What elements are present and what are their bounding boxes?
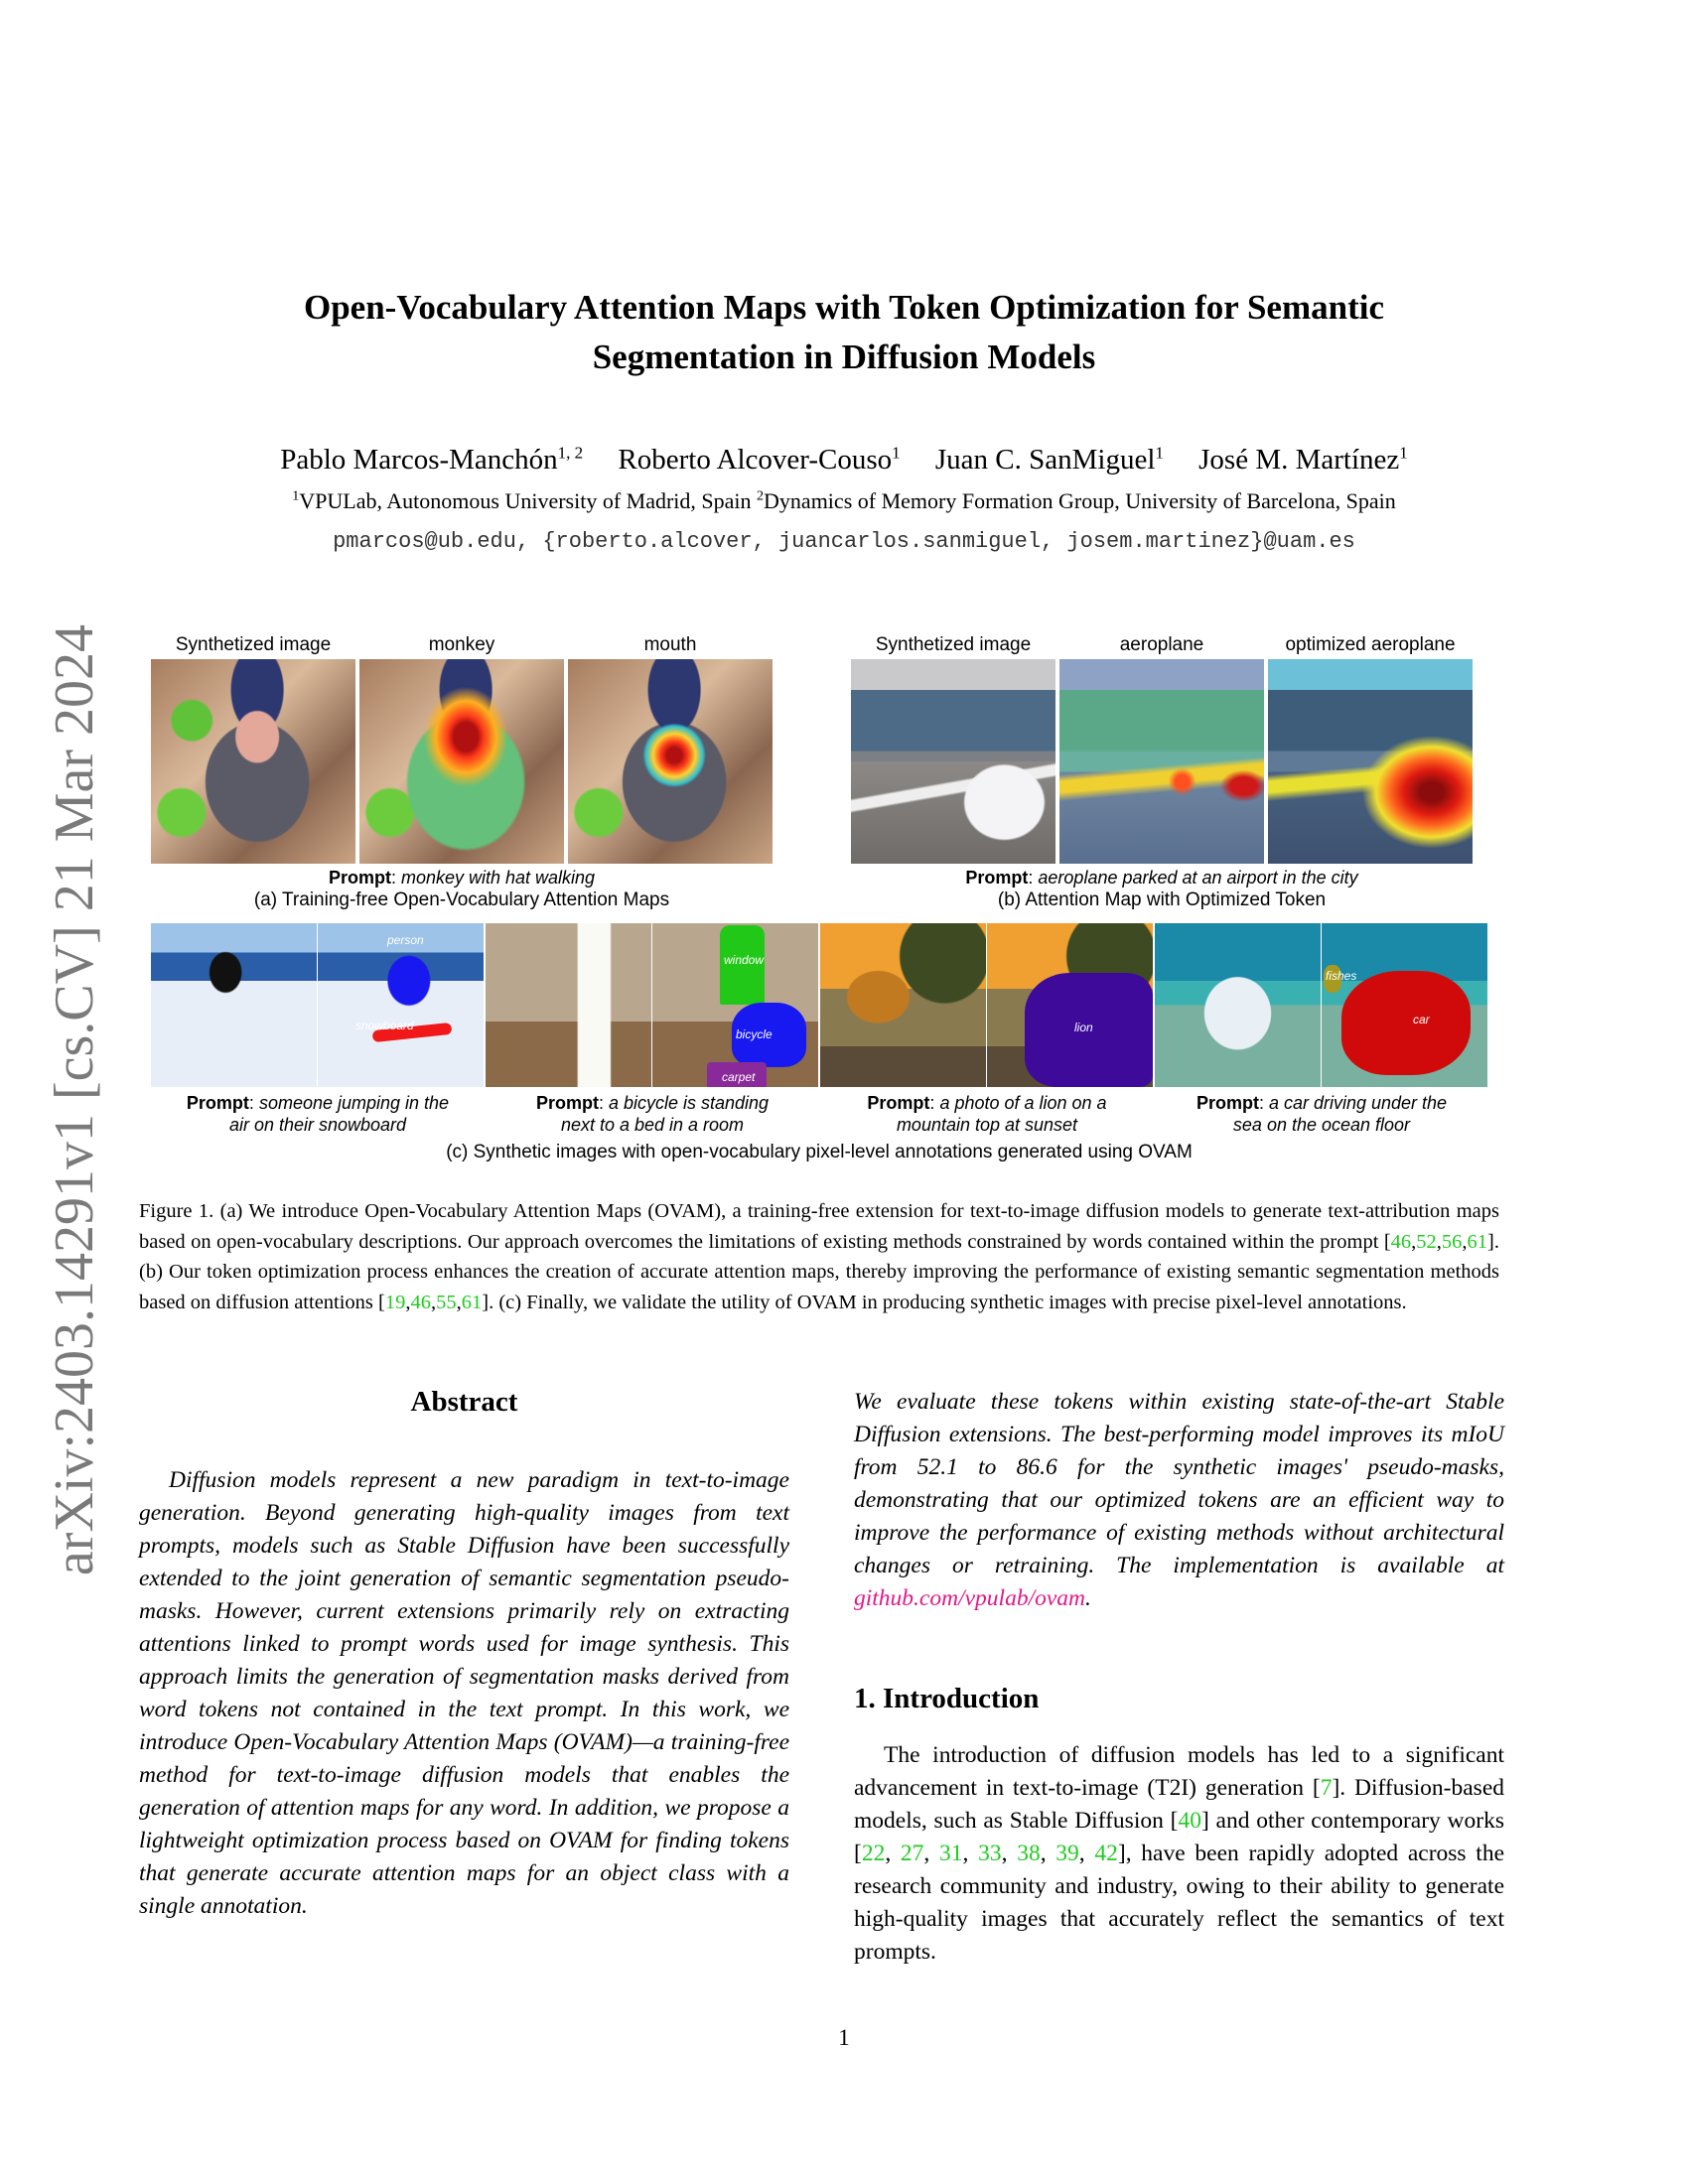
mask-label-snowboard: snowboard <box>355 1019 414 1032</box>
lion-synthetized-image <box>820 923 986 1087</box>
author: Pablo Marcos-Manchón$^{1, 2}$ <box>280 443 584 476</box>
panel-a-prompt: Prompt: monkey with hat walking <box>328 868 596 887</box>
mask-label-car: car <box>1413 1013 1430 1026</box>
page-number: 1 <box>838 2025 850 2050</box>
mask-label-bicycle: bicycle <box>736 1027 773 1041</box>
underwater-car-mask-image <box>1322 923 1487 1087</box>
introduction-heading: 1. Introduction <box>854 1683 1040 1714</box>
citation-link[interactable]: 61 <box>1467 1230 1488 1253</box>
citation-link[interactable]: 19 <box>384 1291 406 1313</box>
author: Juan C. SanMiguel$^1$ <box>934 443 1164 476</box>
panel-a-header-1: Synthetized image <box>175 634 332 655</box>
mouth-attention-map <box>568 659 773 864</box>
optimized-aeroplane-attention-map <box>1268 659 1473 864</box>
panel-c-prompt-2: Prompt: a bicycle is standing next to a bed in a room <box>535 1093 770 1135</box>
snowboard-mask-image <box>318 923 484 1087</box>
panel-a-header-3: mouth <box>643 634 697 655</box>
panel-c-caption: (c) Synthetic images with open-vocabulary pixel-level annotations generated using OVAM <box>446 1142 1193 1162</box>
introduction-text: The introduction of diffusion models has led to a significant advancement in text-to-image (T2I) generation [7]. Diffusion-based models, such as Stable Diffusion [40] and other contemporary works [22, 27, 31, 33, 38, 39, 42], have been rapidly adopted across the research community and industry, owing to their ability to generate high-quality images that accurately reflect the semantics of text prompts. <box>854 1742 1505 1965</box>
figure-caption: Figure 1. (a) We introduce Open-Vocabulary Attention Maps (OVAM), a training-free extension for text-to-image diffusion models to generate text-attribution maps based on open-vocabulary descriptions. Our approach overcomes the limitations of existing methods constrained by words contained within the prompt [46,52,56,61]. (b) Our token optimization process enhances the creation of accurate attention maps, thereby improving the performance of existing semantic segmentation methods based on diffusion attentions [19,46,55,61]. (c) Finally, we validate the utility of OVAM in producing synthetic images with precise pixel-level annotations. <box>139 1200 1499 1313</box>
author-list <box>99 443 1589 477</box>
bedroom-synthetized-image <box>486 923 651 1087</box>
citation-link[interactable]: 22 <box>861 1841 886 1866</box>
arxiv-stamp: arXiv:2403.14291v1 [cs.CV] 21 Mar 2024 <box>44 623 105 1576</box>
abstract-text-left: Diffusion models represent a new paradigm in text-to-image generation. Beyond generating high-quality images from text prompts, models such as Stable Diffusion have been successfully extended to the joint generation of semantic segmentation pseudo-masks. However, current extensions primarily rely on extracting attentions linked to prompt words used for image synthesis. This approach limits the generation of segmentation masks derived from word tokens not contained in the text prompt. In this work, we introduce Open-Vocabulary Attention Maps (OVAM)—a training-free method for text-to-image diffusion models that enables the generation of attention maps for any word. In addition, we propose a lightweight optimization process based on OVAM for finding tokens that generate accurate attention maps for an object class with a single annotation. <box>139 1467 789 1919</box>
mask-label-person: person <box>387 933 424 947</box>
aeroplane-attention-map <box>1059 659 1264 864</box>
citation-link[interactable]: 39 <box>1055 1841 1079 1866</box>
monkey-attention-map <box>359 659 564 864</box>
citation-link[interactable]: 52 <box>1416 1230 1437 1253</box>
citation-link[interactable]: 46 <box>1390 1230 1412 1253</box>
panel-c-prompt-3: Prompt: a photo of a lion on a mountain top at sunset <box>867 1093 1107 1135</box>
lion-mask-image <box>987 923 1153 1087</box>
citation-link[interactable]: 56 <box>1441 1230 1463 1253</box>
citation-link[interactable]: 33 <box>978 1841 1002 1866</box>
citation-link[interactable]: 27 <box>900 1841 924 1866</box>
panel-c-prompt-1: Prompt: someone jumping in the air on their snowboard <box>186 1093 450 1135</box>
citation-link[interactable]: 38 <box>1017 1841 1041 1866</box>
panel-b-caption: (b) Attention Map with Optimized Token <box>997 889 1327 910</box>
citation-link[interactable]: 40 <box>1178 1808 1201 1834</box>
github-link[interactable]: github.com/vpulab/ovam <box>854 1585 1086 1611</box>
paper-title <box>149 283 1539 382</box>
panel-a-caption: (a) Training-free Open-Vocabulary Attention Maps <box>253 889 670 910</box>
airport-synthetized-image <box>851 659 1055 864</box>
title-line-2: Segmentation in Diffusion Models <box>592 338 1096 376</box>
panel-b-header-2: aeroplane <box>1119 634 1204 655</box>
citation-link[interactable]: 7 <box>1320 1775 1333 1801</box>
citation-link[interactable]: 61 <box>461 1291 483 1313</box>
abstract-heading: Abstract <box>410 1386 518 1418</box>
citation-link[interactable]: 31 <box>939 1841 963 1866</box>
bedroom-mask-image <box>652 923 818 1087</box>
affiliations: $^1$VPULab, Autonomous University of Madrid, Spain $^2$Dynamics of Memory Formation Group, University of Barcelona, Spain <box>292 488 1396 513</box>
mask-label-carpet: carpet <box>722 1070 756 1084</box>
citation-link[interactable]: 46 <box>410 1291 431 1313</box>
panel-b-prompt: Prompt: aeroplane parked at an airport in the city <box>965 868 1358 887</box>
author: Roberto Alcover-Couso$^1$ <box>618 443 901 476</box>
citation-link[interactable]: 55 <box>436 1291 457 1313</box>
citation-link[interactable]: 42 <box>1094 1841 1118 1866</box>
monkey-synthetized-image <box>151 659 355 864</box>
mask-label-fishes: fishes <box>1326 969 1357 983</box>
panel-b-header-3: optimized aeroplane <box>1285 634 1456 655</box>
mask-label-window: window <box>724 953 765 967</box>
author-emails: pmarcos@ub.edu, {roberto.alcover, juancarlos.sanmiguel, josem.martinez}@uam.es <box>333 529 1355 554</box>
panel-a-header-2: monkey <box>428 634 495 655</box>
title-line-1: Open-Vocabulary Attention Maps with Token Optimization for Semantic <box>303 288 1384 327</box>
panel-c-prompt-4: Prompt: a car driving under the sea on the ocean floor <box>1196 1093 1448 1135</box>
abstract-text-right: We evaluate these tokens within existing state-of-the-art Stable Diffusion extensions. The best-performing model improves its mIoU from 52.1 to 86.6 for the synthetic images' pseudo-masks, demonstrating that our optimized tokens are an efficient way to improve the performance of existing methods without architectural changes or retraining. The implementation is available at github.com/vpulab/ovam. <box>854 1389 1504 1611</box>
snowboard-synthetized-image <box>151 923 317 1087</box>
author: José M. Martínez$^1$ <box>1198 443 1408 476</box>
panel-b-header-1: Synthetized image <box>875 634 1032 655</box>
underwater-car-synthetized-image <box>1155 923 1321 1087</box>
mask-label-lion: lion <box>1074 1021 1093 1034</box>
